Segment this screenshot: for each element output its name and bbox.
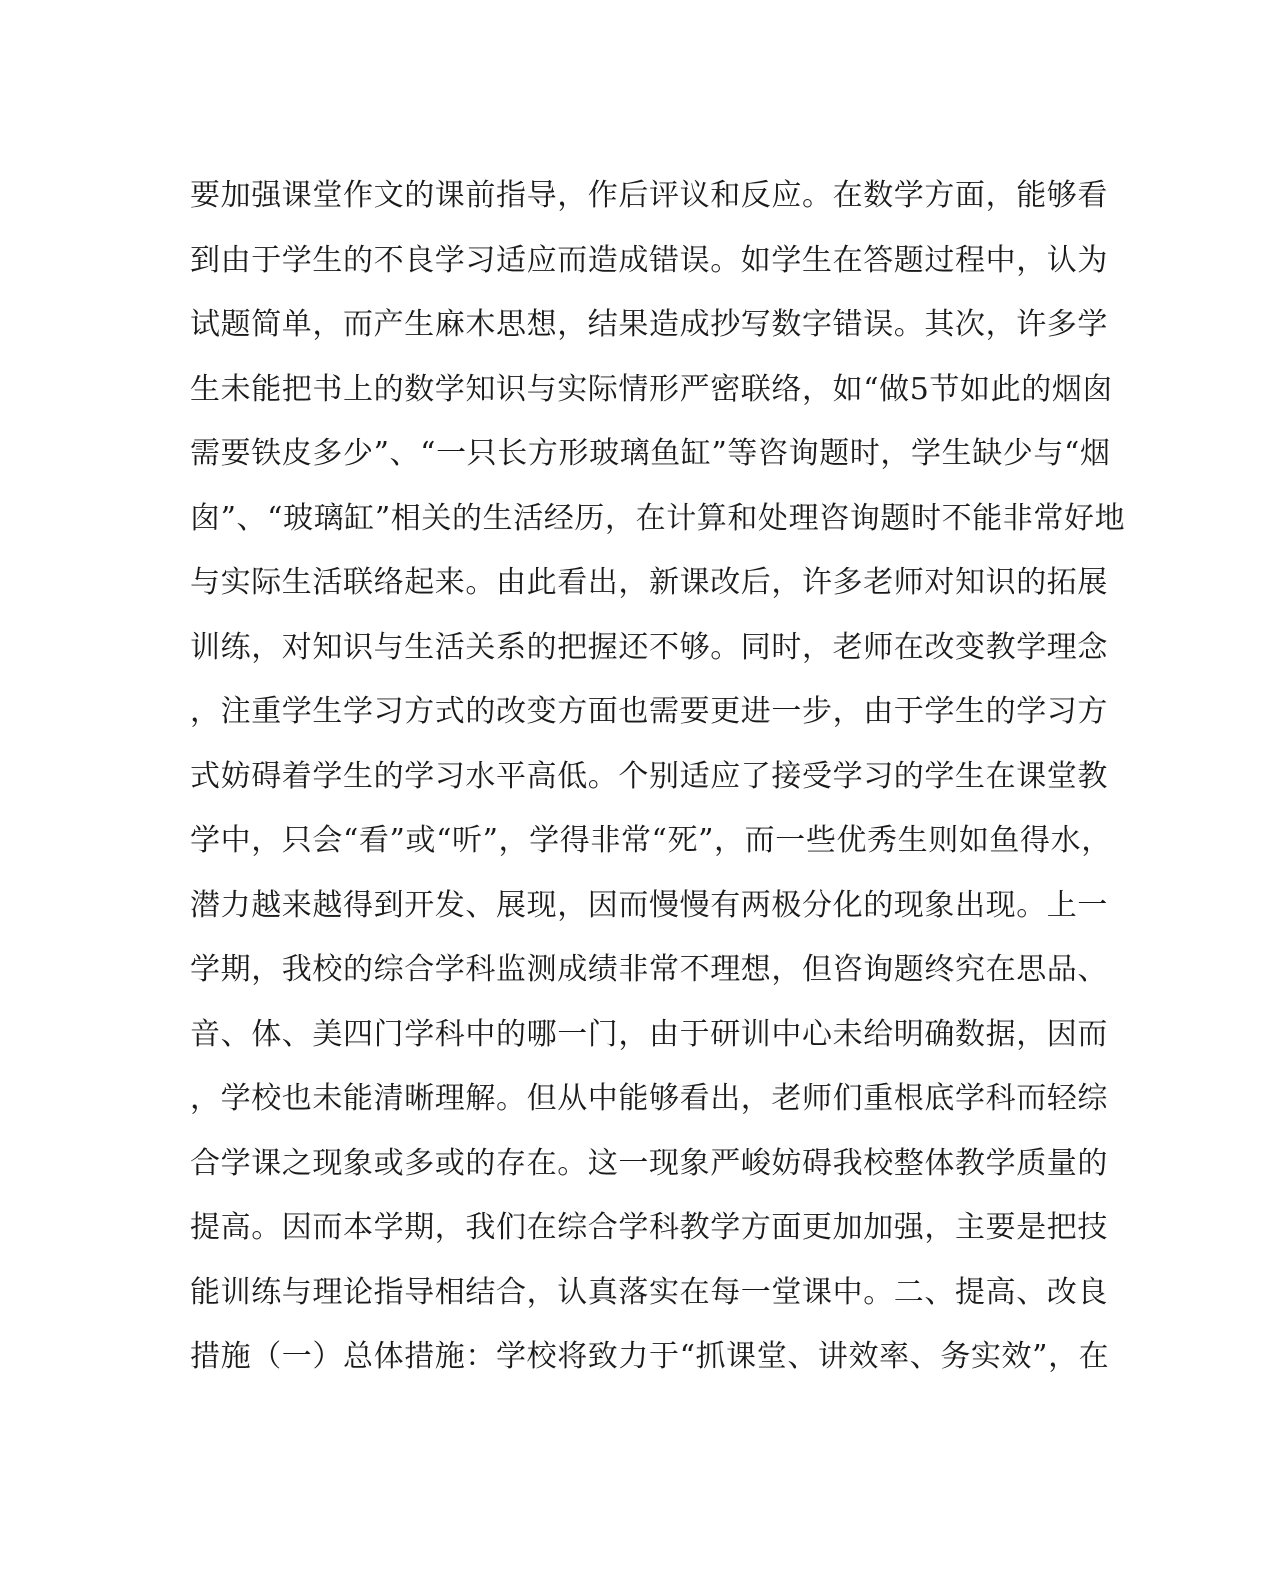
text-line: 合学课之现象或多或的存在。这一现象严峻妨碍我校整体教学质量的 <box>190 1145 1108 1181</box>
text-line: 式妨碍着学生的学习水平高低。个别适应了接受学习的学生在课堂教 <box>190 758 1108 794</box>
text-line: 措施（一）总体措施：学校将致力于“抓课堂、讲效率、务实效”，在 <box>190 1339 1110 1374</box>
text-line: 能训练与理论指导相结合，认真落实在每一堂课中。二、提高、改良 <box>190 1274 1108 1310</box>
text-line: 学中，只会“看”或“听”，学得非常“死”，而一些优秀生则如鱼得水， <box>190 823 1112 858</box>
text-line: 提高。因而本学期，我们在综合学科教学方面更加加强，主要是把技 <box>190 1210 1108 1245</box>
text-line: ，注重学生学习方式的改变方面也需要更进一步，由于学生的学习方 <box>190 694 1108 729</box>
text-line: 生未能把书上的数学知识与实际情形严密联络，如“做5节如此的烟囱 <box>190 371 1114 407</box>
text-line: 训练，对知识与生活关系的把握还不够。同时，老师在改变教学理念 <box>190 629 1108 665</box>
text-line: 要加强课堂作文的课前指导，作后评议和反应。在数学方面，能够看 <box>190 178 1108 213</box>
text-line: 囱”、“玻璃缸”相关的生活经历，在计算和处理咨询题时不能非常好地 <box>190 500 1126 536</box>
text-line: 到由于学生的不良学习适应而造成错误。如学生在答题过程中，认为 <box>190 242 1108 278</box>
text-line: ，学校也未能清晰理解。但从中能够看出，老师们重根底学科而轻综 <box>190 1081 1108 1116</box>
text-line: 学期，我校的综合学科监测成绩非常不理想，但咨询题终究在思品、 <box>190 952 1108 987</box>
text-line: 试题简单，而产生麻木思想，结果造成抄写数字错误。其次，许多学 <box>190 307 1108 342</box>
text-line: 需要铁皮多少”、“一只长方形玻璃鱼缸”等咨询题时，学生缺少与“烟 <box>190 436 1111 471</box>
body-text <box>190 164 1126 1390</box>
text-line: 与实际生活联络起来。由此看出，新课改后，许多老师对知识的拓展 <box>190 565 1108 600</box>
text-line: 音、体、美四门学科中的哪一门，由于研训中心未给明确数据，因而 <box>190 1016 1108 1052</box>
text-line: 潜力越来越得到开发、展现，因而慢慢有两极分化的现象出现。上一 <box>190 887 1108 923</box>
